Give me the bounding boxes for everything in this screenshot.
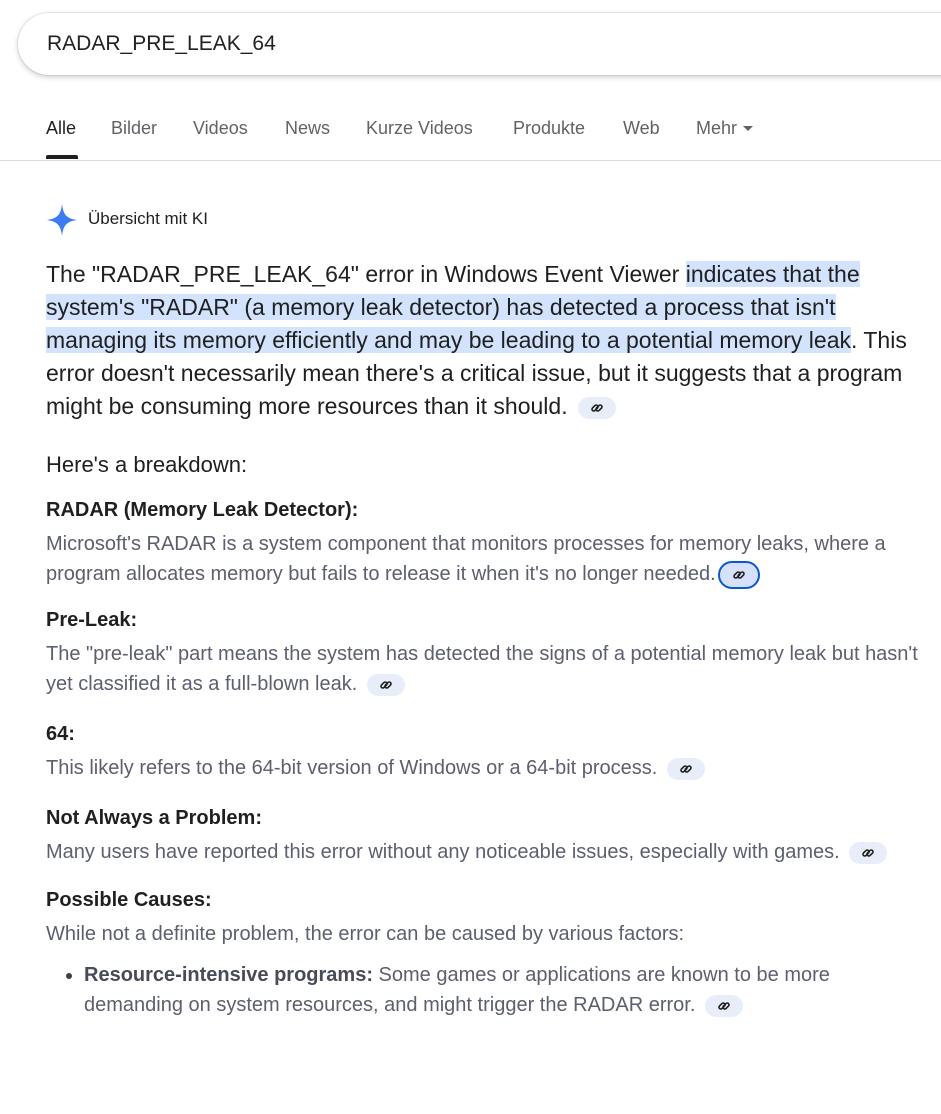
section-body-pre-leak-text: The "pre-leak" part means the system has detected the signs of a potential memory leak but hasn't yet classified it as a full-blown leak. [46,643,918,695]
source-link-button[interactable] [667,758,705,780]
section-body-radar [46,529,926,589]
lead-text-end: . This error doesn't necessarily mean there's a critical issue, but it suggests that a program might be consuming more resources than it should. [46,327,907,419]
section-title-causes: Possible Causes: [46,889,212,911]
list-item [84,960,926,1020]
link-icon [379,678,393,692]
tab-bilder[interactable]: Bilder [111,118,158,138]
section-body-pre-leak [46,639,926,699]
ai-overview-title: Übersicht mit KI [88,209,208,228]
tab-web[interactable]: Web [623,118,660,138]
lead-highlight: indicates that the system's "RADAR" (a memory leak detector) has detected a process that isn't managing its memory efficiently and may be leading to a potential memory leak [46,261,860,353]
tab-alle[interactable]: Alle [46,118,77,138]
section-body-radar-text: Microsoft's RADAR is a system component that monitors processes for memory leaks, where a program allocates memory but fails to release it when it's no longer needed. [46,533,886,585]
search-tabs [0,108,941,161]
ai-overview-content [46,258,926,1020]
search-box[interactable] [18,13,941,75]
caret-down-icon [743,126,753,131]
tab-news[interactable]: News [285,118,331,138]
section-body-64 [46,753,926,783]
link-icon [590,401,604,415]
link-icon [732,568,746,582]
section-body-not-always [46,837,926,867]
link-icon [861,846,875,860]
section-title-64: 64: [46,723,75,745]
section-body-causes: While not a definite problem, the error can be caused by various factors: [46,923,685,945]
tab-videos[interactable]: Videos [193,118,248,138]
link-icon [679,762,693,776]
source-link-button[interactable] [578,397,616,419]
lead-paragraph [46,258,926,423]
tab-mehr-label: Mehr [696,118,738,138]
search-input[interactable] [47,32,647,56]
section-title-radar: RADAR (Memory Leak Detector): [46,499,359,521]
section-title-pre-leak: Pre-Leak: [46,609,138,631]
source-link-button[interactable] [849,842,887,864]
source-link-button[interactable] [367,674,405,696]
cause-title: Resource-intensive programs: [84,964,373,986]
active-tab-indicator [46,155,78,159]
section-title-not-always: Not Always a Problem: [46,807,262,829]
sparkle-icon [46,203,78,237]
source-link-button-focused[interactable] [718,561,760,589]
tab-kurze-videos[interactable]: Kurze Videos [366,118,473,138]
tab-produkte[interactable]: Produkte [513,118,586,138]
lead-text-start: The "RADAR_PRE_LEAK_64" error in Windows Event Viewer [46,261,686,287]
causes-list [46,960,926,1020]
section-body-not-always-text: Many users have reported this error without any noticeable issues, especially with games. [46,841,840,863]
breakdown-heading: Here's a breakdown: [46,452,248,477]
section-body-64-text: This likely refers to the 64-bit version of Windows or a 64-bit process. [46,757,658,779]
cause-text: Some games or applications are known to be more demanding on system resources, and might trigger the RADAR error. [84,964,830,1016]
tab-mehr[interactable] [696,118,753,139]
link-icon [717,999,731,1013]
source-link-button[interactable] [705,995,743,1017]
